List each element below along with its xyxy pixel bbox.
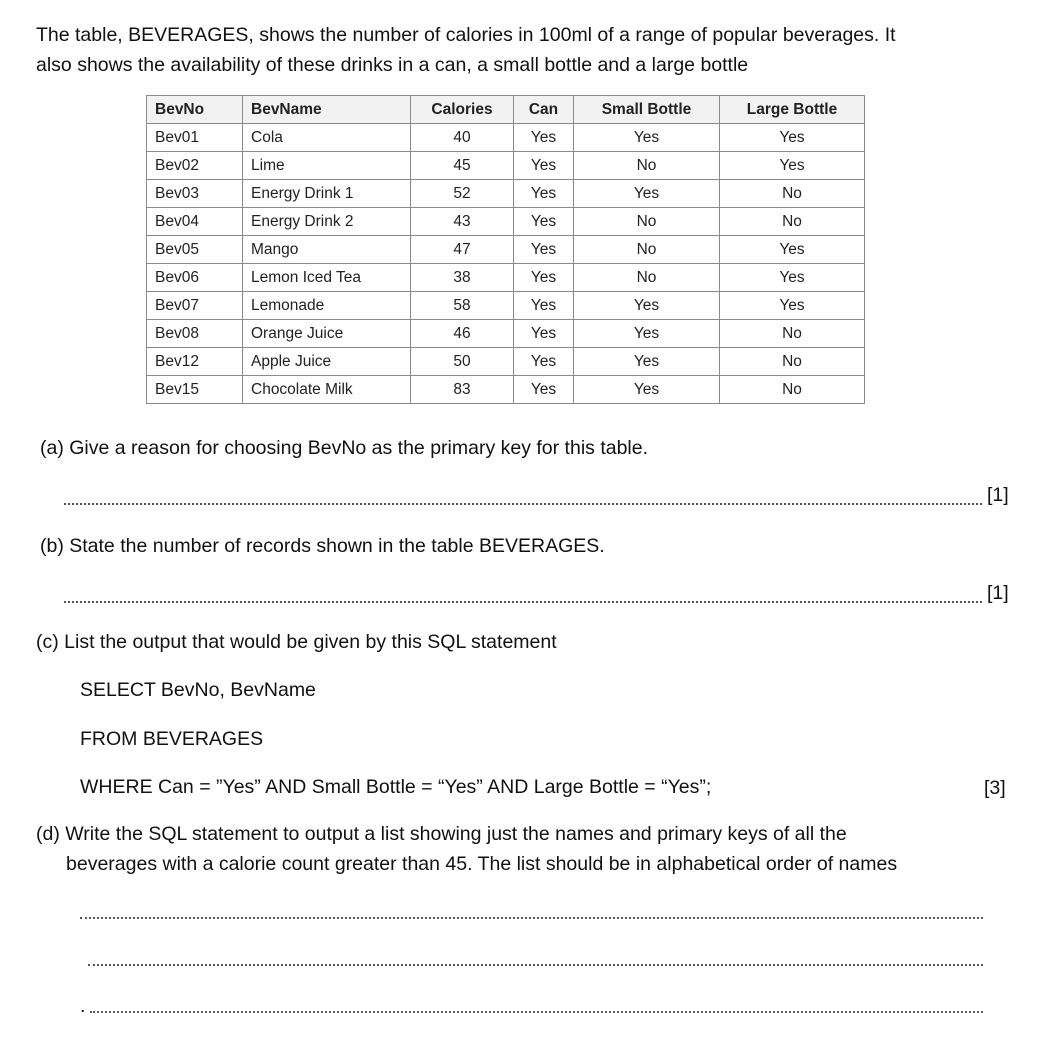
cell-small-bottle: No bbox=[574, 152, 720, 180]
table-row bbox=[147, 124, 865, 152]
cell-small-bottle: Yes bbox=[574, 124, 720, 152]
table-row bbox=[147, 348, 865, 376]
table-row bbox=[147, 180, 865, 208]
cell-large-bottle: No bbox=[720, 180, 865, 208]
question-c-mark: [3] bbox=[984, 777, 1006, 799]
cell-calories: 52 bbox=[411, 180, 514, 208]
cell-bevname: Mango bbox=[243, 236, 411, 264]
column-header-large-bottle: Large Bottle bbox=[720, 96, 865, 124]
answer-line-d-2[interactable] bbox=[88, 964, 983, 966]
cell-bevname: Energy Drink 2 bbox=[243, 208, 411, 236]
answer-line-d-3-prefix: . bbox=[80, 995, 86, 1017]
cell-bevno: Bev04 bbox=[147, 208, 243, 236]
table-row bbox=[147, 264, 865, 292]
cell-large-bottle: Yes bbox=[720, 152, 865, 180]
table-row bbox=[147, 376, 865, 404]
cell-small-bottle: No bbox=[574, 236, 720, 264]
column-header-bevname: BevName bbox=[243, 96, 411, 124]
sql-select-line: SELECT BevNo, BevName bbox=[80, 679, 316, 701]
cell-small-bottle: Yes bbox=[574, 180, 720, 208]
intro-paragraph bbox=[36, 20, 1026, 80]
cell-small-bottle: No bbox=[574, 208, 720, 236]
cell-calories: 50 bbox=[411, 348, 514, 376]
question-d-line-1: (d) Write the SQL statement to output a list showing just the names and primary keys of all the bbox=[36, 823, 847, 845]
cell-large-bottle: No bbox=[720, 208, 865, 236]
answer-line-a[interactable] bbox=[64, 503, 982, 505]
table-row bbox=[147, 292, 865, 320]
question-a-mark: [1] bbox=[987, 484, 1009, 506]
cell-bevname: Lemonade bbox=[243, 292, 411, 320]
cell-bevno: Bev01 bbox=[147, 124, 243, 152]
cell-bevname: Lime bbox=[243, 152, 411, 180]
question-b-mark: [1] bbox=[987, 582, 1009, 604]
cell-can: Yes bbox=[514, 376, 574, 404]
cell-can: Yes bbox=[514, 320, 574, 348]
cell-bevno: Bev08 bbox=[147, 320, 243, 348]
cell-bevno: Bev15 bbox=[147, 376, 243, 404]
cell-large-bottle: Yes bbox=[720, 264, 865, 292]
answer-line-d-1[interactable] bbox=[80, 917, 983, 919]
cell-calories: 83 bbox=[411, 376, 514, 404]
cell-bevno: Bev07 bbox=[147, 292, 243, 320]
cell-bevno: Bev06 bbox=[147, 264, 243, 292]
cell-calories: 43 bbox=[411, 208, 514, 236]
cell-calories: 40 bbox=[411, 124, 514, 152]
table-row bbox=[147, 152, 865, 180]
cell-small-bottle: Yes bbox=[574, 348, 720, 376]
cell-can: Yes bbox=[514, 180, 574, 208]
cell-bevno: Bev05 bbox=[147, 236, 243, 264]
cell-large-bottle: Yes bbox=[720, 236, 865, 264]
cell-small-bottle: Yes bbox=[574, 292, 720, 320]
cell-can: Yes bbox=[514, 236, 574, 264]
intro-line-2: also shows the availability of these drinks in a can, a small bottle and a large bottle bbox=[36, 54, 749, 76]
intro-line-1: The table, BEVERAGES, shows the number of calories in 100ml of a range of popular beverages. It bbox=[36, 24, 896, 46]
cell-small-bottle: Yes bbox=[574, 376, 720, 404]
cell-can: Yes bbox=[514, 348, 574, 376]
table-row bbox=[147, 208, 865, 236]
cell-calories: 45 bbox=[411, 152, 514, 180]
cell-large-bottle: No bbox=[720, 348, 865, 376]
cell-bevname: Chocolate Milk bbox=[243, 376, 411, 404]
cell-calories: 58 bbox=[411, 292, 514, 320]
cell-bevno: Bev12 bbox=[147, 348, 243, 376]
table-header-row bbox=[147, 96, 865, 124]
cell-large-bottle: No bbox=[720, 320, 865, 348]
column-header-calories: Calories bbox=[411, 96, 514, 124]
cell-bevname: Lemon Iced Tea bbox=[243, 264, 411, 292]
column-header-can: Can bbox=[514, 96, 574, 124]
answer-line-b[interactable] bbox=[64, 601, 982, 603]
sql-from-line: FROM BEVERAGES bbox=[80, 728, 264, 750]
cell-can: Yes bbox=[514, 292, 574, 320]
cell-can: Yes bbox=[514, 152, 574, 180]
column-header-small-bottle: Small Bottle bbox=[574, 96, 720, 124]
cell-can: Yes bbox=[514, 264, 574, 292]
column-header-bevno: BevNo bbox=[147, 96, 243, 124]
cell-small-bottle: No bbox=[574, 264, 720, 292]
question-d-line-2: beverages with a calorie count greater than 45. The list should be in alphabetical order of names bbox=[66, 853, 898, 875]
cell-calories: 46 bbox=[411, 320, 514, 348]
cell-large-bottle: No bbox=[720, 376, 865, 404]
cell-bevname: Energy Drink 1 bbox=[243, 180, 411, 208]
question-c-text: (c) List the output that would be given by this SQL statement bbox=[36, 631, 557, 653]
cell-calories: 47 bbox=[411, 236, 514, 264]
question-b-text: (b) State the number of records shown in the table BEVERAGES. bbox=[40, 535, 605, 557]
sql-where-line: WHERE Can = ”Yes” AND Small Bottle = “Yes” AND Large Bottle = “Yes”; bbox=[80, 776, 712, 798]
cell-can: Yes bbox=[514, 124, 574, 152]
cell-bevno: Bev03 bbox=[147, 180, 243, 208]
beverages-table bbox=[146, 95, 865, 404]
answer-line-d-3[interactable] bbox=[90, 1011, 983, 1013]
question-a-text: (a) Give a reason for choosing BevNo as the primary key for this table. bbox=[40, 437, 649, 459]
cell-can: Yes bbox=[514, 208, 574, 236]
table-row bbox=[147, 236, 865, 264]
cell-bevname: Orange Juice bbox=[243, 320, 411, 348]
cell-bevno: Bev02 bbox=[147, 152, 243, 180]
cell-large-bottle: Yes bbox=[720, 292, 865, 320]
cell-bevname: Cola bbox=[243, 124, 411, 152]
cell-large-bottle: Yes bbox=[720, 124, 865, 152]
table-row bbox=[147, 320, 865, 348]
cell-calories: 38 bbox=[411, 264, 514, 292]
cell-bevname: Apple Juice bbox=[243, 348, 411, 376]
cell-small-bottle: Yes bbox=[574, 320, 720, 348]
